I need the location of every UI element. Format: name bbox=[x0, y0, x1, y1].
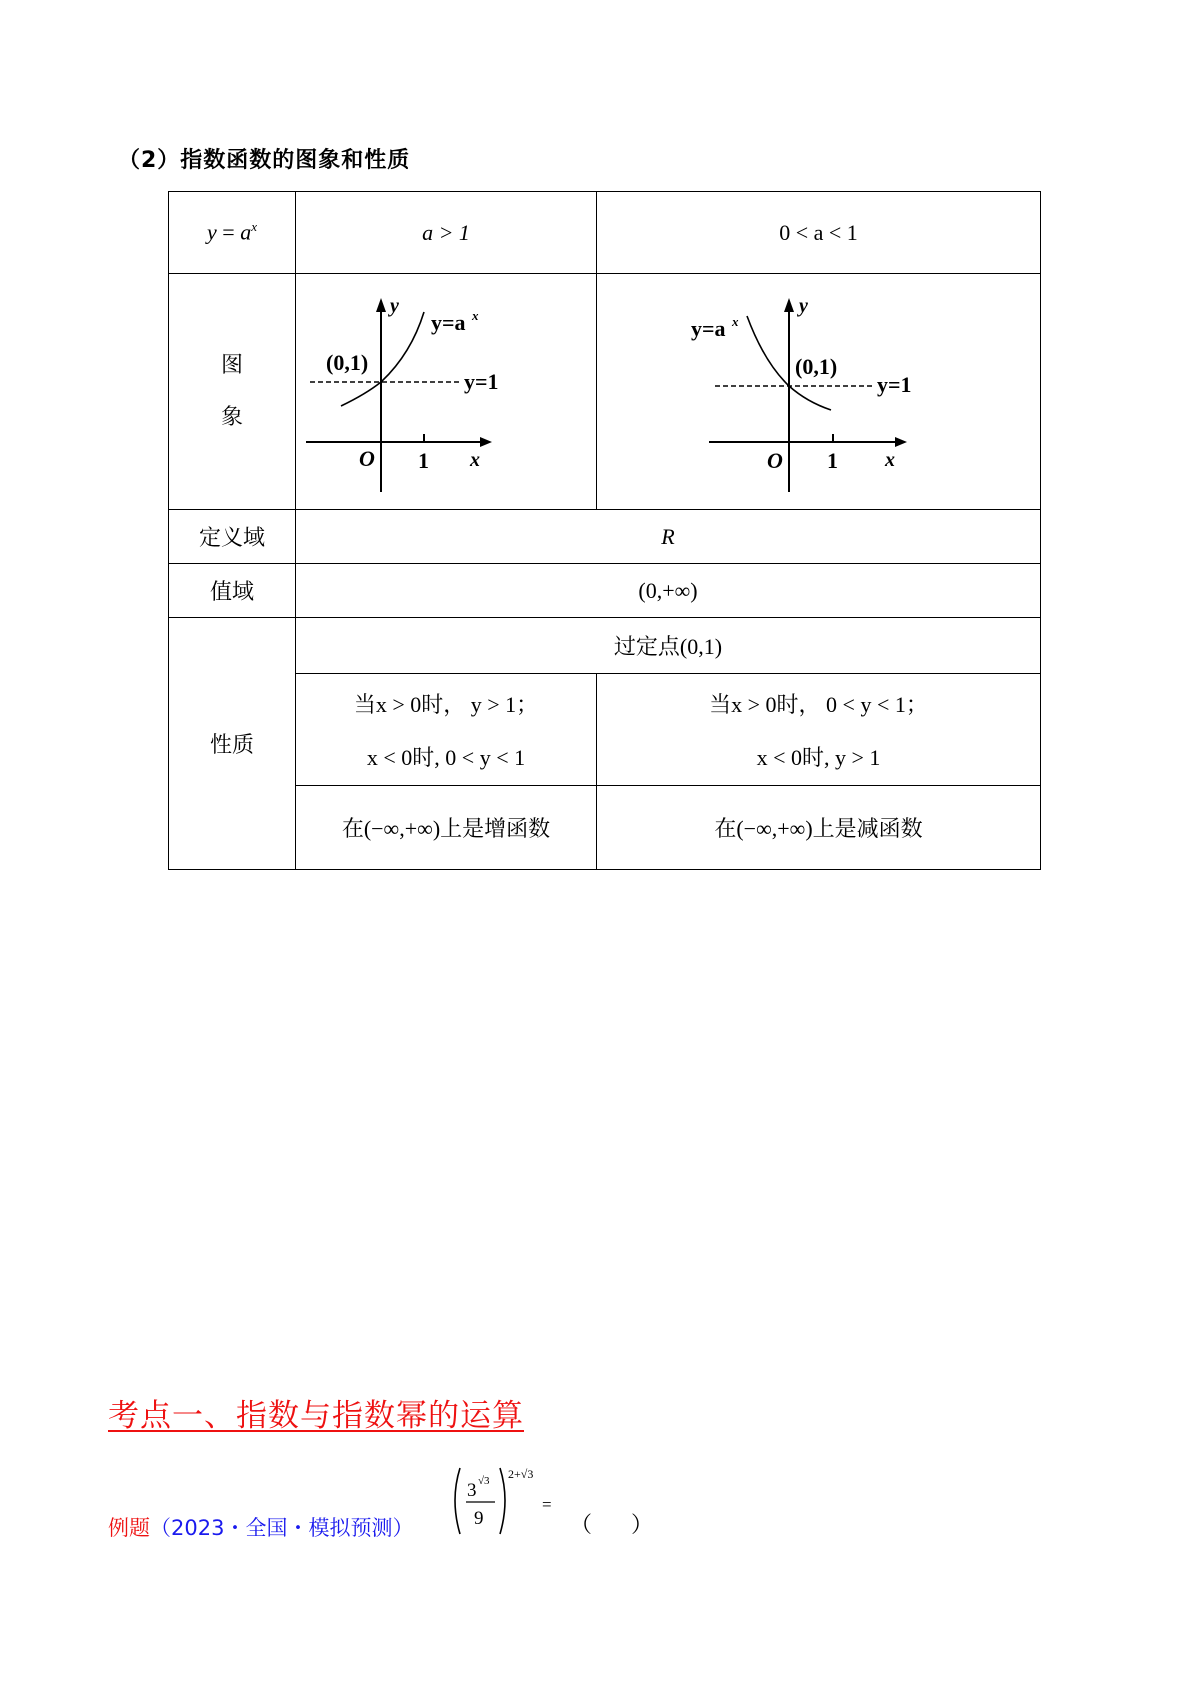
fixed-point: 过定点(0,1) bbox=[296, 618, 1041, 674]
curve-label: y=a bbox=[690, 315, 726, 341]
domain-label: 定义域 bbox=[169, 510, 296, 564]
graph-increasing-cell bbox=[296, 274, 597, 510]
answer-blank: （ ） bbox=[570, 1513, 669, 1538]
x-axis-label: x bbox=[884, 448, 895, 471]
example-line bbox=[108, 1512, 413, 1542]
case2-line-2: x < 0时, y > 1 bbox=[756, 744, 881, 770]
origin-label: O bbox=[766, 447, 783, 473]
exponential-properties-table bbox=[168, 191, 1041, 870]
case1-line-2: x < 0时, 0 < y < 1 bbox=[366, 744, 526, 770]
range-label: 值域 bbox=[169, 564, 296, 618]
numerator-exponent: √3 bbox=[478, 1475, 490, 1487]
x-axis-arrow-icon bbox=[895, 437, 907, 447]
x-axis-label: x bbox=[470, 448, 480, 471]
graph-label-char-1: 图 bbox=[220, 352, 243, 378]
header-function: $y = a^x$ bbox=[169, 192, 296, 274]
numerator-base: 3 bbox=[467, 1480, 477, 1501]
example-source: （2023・全国・模拟预测） bbox=[150, 1516, 414, 1540]
case2-line-1: 当x > 0时， 0 < y < 1； bbox=[709, 691, 928, 717]
curve-label: y=a bbox=[431, 309, 466, 335]
header-case-a-lt-1: 0 < a < 1 bbox=[597, 192, 1041, 274]
case1-values-cell bbox=[296, 674, 597, 786]
right-paren bbox=[500, 1468, 505, 1534]
point-label: (0,1) bbox=[326, 349, 369, 375]
case2-values-cell bbox=[597, 674, 1041, 786]
line-label: y=1 bbox=[876, 371, 912, 397]
graph-decreasing-cell bbox=[597, 274, 1041, 510]
properties-label: 性质 bbox=[169, 618, 296, 870]
case1-line-1: 当x > 0时， y > 1； bbox=[353, 691, 539, 717]
y-axis-arrow-icon bbox=[376, 298, 386, 312]
graph-decreasing bbox=[689, 282, 949, 502]
graph-label-char-2: 象 bbox=[220, 404, 243, 430]
equals-sign: = bbox=[542, 1495, 552, 1514]
kaodian-heading: 考点一、指数与指数幂的运算 bbox=[108, 1398, 524, 1434]
y-axis-label: y bbox=[390, 294, 399, 317]
origin-label: O bbox=[359, 445, 375, 471]
left-paren bbox=[455, 1468, 460, 1534]
line-label: y=1 bbox=[464, 368, 499, 394]
domain-value: R bbox=[296, 510, 1041, 564]
curve-label-sup: x bbox=[731, 313, 739, 329]
example-prefix: 例题 bbox=[108, 1516, 150, 1540]
graph-row-label bbox=[169, 274, 296, 510]
y-axis-label: y bbox=[798, 294, 808, 317]
point-label: (0,1) bbox=[794, 353, 837, 379]
example-formula bbox=[450, 1462, 560, 1546]
graph-increasing bbox=[296, 282, 596, 502]
x-axis-arrow-icon bbox=[480, 437, 492, 447]
curve-label-sup: x bbox=[472, 307, 479, 323]
tick-1-label: 1 bbox=[418, 447, 429, 473]
denominator: 9 bbox=[474, 1508, 484, 1529]
case2-monotonicity: 在(−∞,+∞)上是减函数 bbox=[597, 786, 1041, 870]
range-value: (0,+∞) bbox=[296, 564, 1041, 618]
case1-monotonicity: 在(−∞,+∞)上是增函数 bbox=[296, 786, 597, 870]
formula-graphic bbox=[450, 1462, 560, 1542]
outer-exponent: 2+√3 bbox=[508, 1467, 534, 1481]
header-case-a-gt-1: a > 1 bbox=[296, 192, 597, 274]
y-axis-arrow-icon bbox=[784, 298, 794, 312]
section-title: （2）指数函数的图象和性质 bbox=[118, 148, 411, 173]
tick-1-label: 1 bbox=[826, 447, 838, 473]
